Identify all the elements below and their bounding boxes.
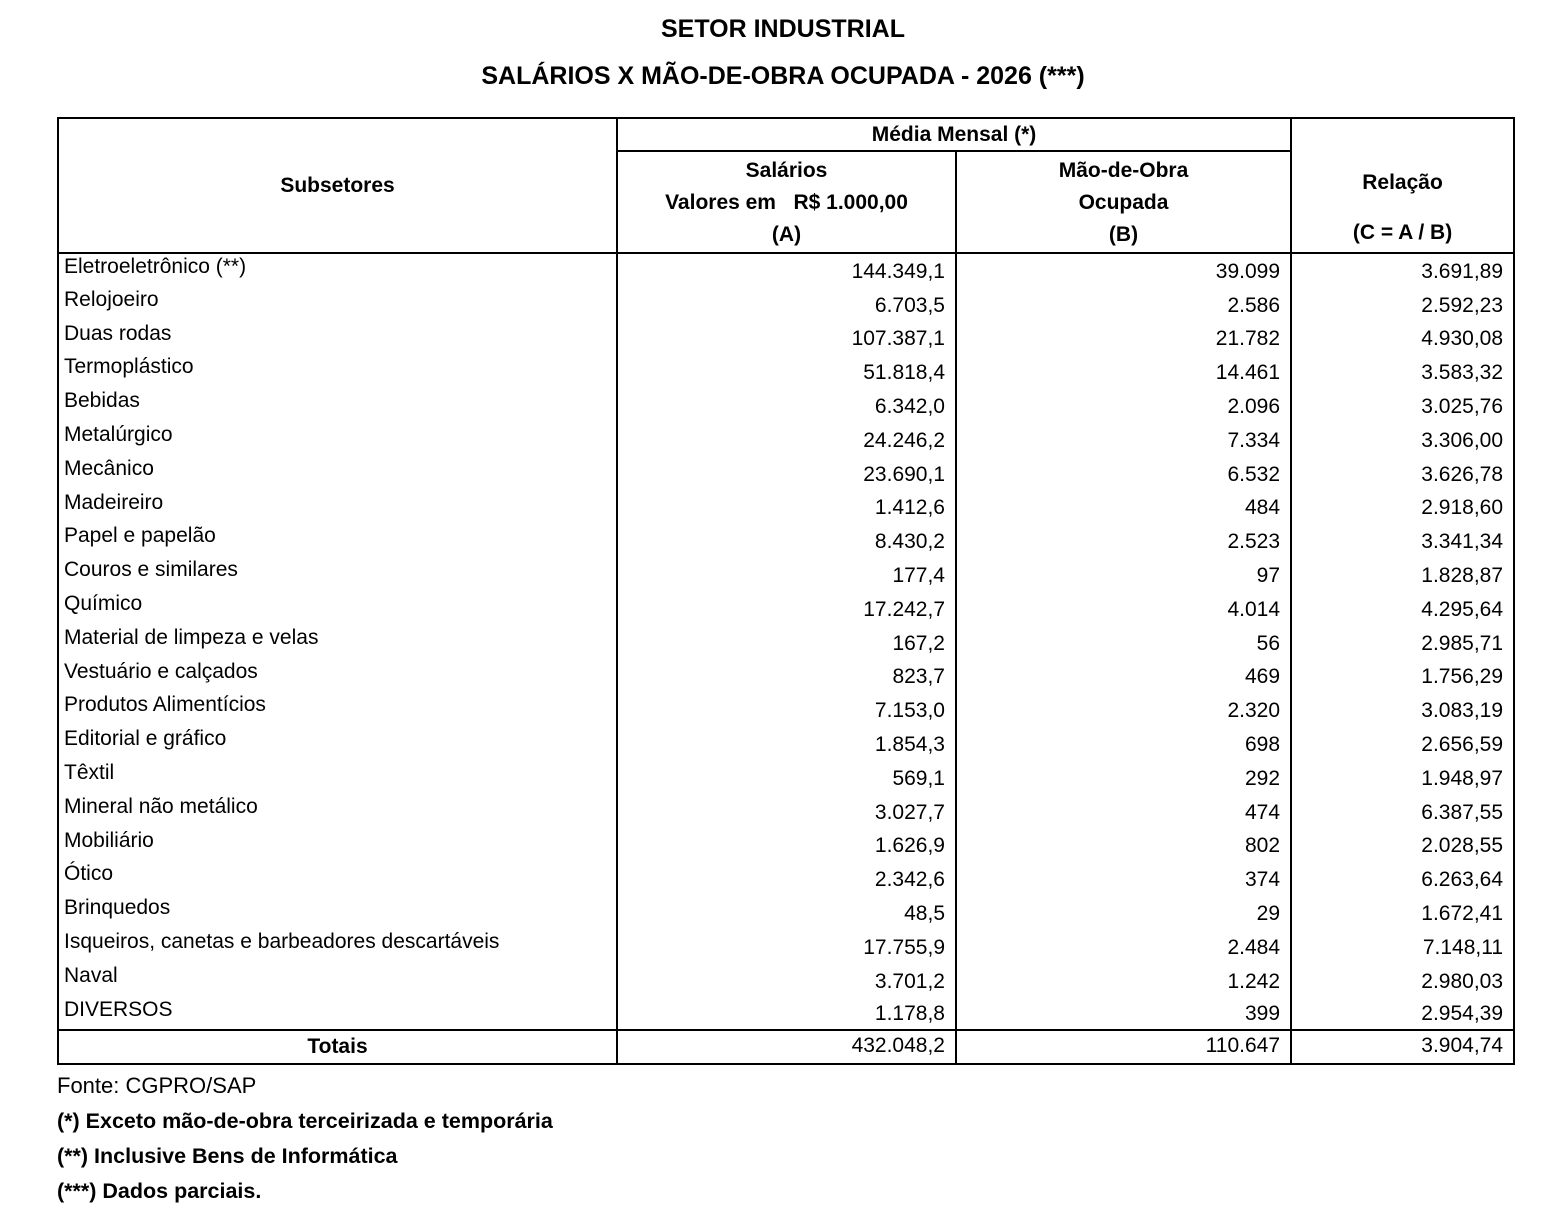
relacao-cell: 3.626,78 bbox=[1291, 456, 1514, 490]
totals-salarios-value: 432.048,2 bbox=[617, 1030, 956, 1064]
col-header-salarios bbox=[617, 151, 956, 253]
salarios-cell: 167,2 bbox=[617, 625, 956, 659]
salarios-cell: 177,4 bbox=[617, 557, 956, 591]
subsetor-cell: Naval bbox=[58, 963, 617, 997]
salarios-cell: 17.755,9 bbox=[617, 929, 956, 963]
mao-de-obra-title: Mão-de-Obra bbox=[1058, 159, 1189, 182]
subsetor-cell: Eletroeletrônico (**) bbox=[58, 253, 617, 287]
mao-de-obra-cell: 2.523 bbox=[956, 523, 1291, 557]
relacao-cell: 3.306,00 bbox=[1291, 422, 1514, 456]
page-title: SETOR INDUSTRIAL bbox=[661, 15, 905, 43]
mao-de-obra-cell: 698 bbox=[956, 726, 1291, 760]
footnote-asterisk: (*) Exceto mão-de-obra terceirizada e temporária bbox=[57, 1109, 553, 1134]
table-row bbox=[58, 997, 1514, 1031]
subsetor-cell: Isqueiros, canetas e barbeadores descartáveis bbox=[58, 929, 617, 963]
mao-de-obra-cell: 2.320 bbox=[956, 692, 1291, 726]
relacao-cell: 3.583,32 bbox=[1291, 354, 1514, 388]
relacao-cell: 3.341,34 bbox=[1291, 523, 1514, 557]
subsetor-cell: Madeireiro bbox=[58, 490, 617, 524]
salarios-cell: 569,1 bbox=[617, 760, 956, 794]
relacao-cell: 3.083,19 bbox=[1291, 692, 1514, 726]
table-body bbox=[58, 253, 1514, 1030]
table-header bbox=[58, 118, 1514, 253]
salarios-cell: 1.854,3 bbox=[617, 726, 956, 760]
relacao-cell: 2.918,60 bbox=[1291, 490, 1514, 524]
salarios-cell: 48,5 bbox=[617, 895, 956, 929]
totals-label: Totais bbox=[58, 1030, 617, 1064]
salarios-cell: 6.342,0 bbox=[617, 388, 956, 422]
relacao-cell: 6.263,64 bbox=[1291, 861, 1514, 895]
relacao-cell: 2.954,39 bbox=[1291, 997, 1514, 1031]
mao-de-obra-cell: 469 bbox=[956, 659, 1291, 693]
subsetor-cell: Duas rodas bbox=[58, 321, 617, 355]
table-row bbox=[58, 692, 1514, 726]
totals-mao-de-obra-value: 110.647 bbox=[956, 1030, 1291, 1064]
relacao-cell: 3.691,89 bbox=[1291, 253, 1514, 287]
mao-de-obra-cell: 484 bbox=[956, 490, 1291, 524]
salarios-cell: 1.626,9 bbox=[617, 828, 956, 862]
mao-de-obra-cell: 39.099 bbox=[956, 253, 1291, 287]
table-row bbox=[58, 861, 1514, 895]
mao-de-obra-cell: 474 bbox=[956, 794, 1291, 828]
table-row bbox=[58, 557, 1514, 591]
mao-de-obra-cell: 29 bbox=[956, 895, 1291, 929]
col-header-subsetores: Subsetores bbox=[58, 118, 617, 253]
subsetor-cell: Relojoeiro bbox=[58, 287, 617, 321]
salarios-title: Salários bbox=[745, 159, 828, 182]
salarios-cell: 1.178,8 bbox=[617, 997, 956, 1031]
table-row bbox=[58, 422, 1514, 456]
relacao-cell: 2.656,59 bbox=[1291, 726, 1514, 760]
col-header-media-mensal: Média Mensal (*) bbox=[617, 118, 1291, 151]
table-row bbox=[58, 794, 1514, 828]
salarios-cell: 23.690,1 bbox=[617, 456, 956, 490]
subsetor-cell: Mineral não metálico bbox=[58, 794, 617, 828]
table-row bbox=[58, 929, 1514, 963]
mao-de-obra-cell: 4.014 bbox=[956, 591, 1291, 625]
salarios-letter: (A) bbox=[771, 223, 802, 246]
salarios-unit: Valores em R$ 1.000,00 bbox=[665, 191, 908, 214]
subsetor-cell: Couros e similares bbox=[58, 557, 617, 591]
subsetor-cell: Brinquedos bbox=[58, 895, 617, 929]
mao-de-obra-cell: 97 bbox=[956, 557, 1291, 591]
relacao-cell: 1.672,41 bbox=[1291, 895, 1514, 929]
table-row bbox=[58, 659, 1514, 693]
salarios-cell: 2.342,6 bbox=[617, 861, 956, 895]
subsetor-cell: Termoplástico bbox=[58, 354, 617, 388]
subsetor-cell: Mecânico bbox=[58, 456, 617, 490]
subsetor-cell: Material de limpeza e velas bbox=[58, 625, 617, 659]
relacao-cell: 1.948,97 bbox=[1291, 760, 1514, 794]
mao-de-obra-cell: 56 bbox=[956, 625, 1291, 659]
table-row bbox=[58, 591, 1514, 625]
relacao-cell: 6.387,55 bbox=[1291, 794, 1514, 828]
table-row bbox=[58, 726, 1514, 760]
salarios-cell: 107.387,1 bbox=[617, 321, 956, 355]
salarios-cell: 144.349,1 bbox=[617, 253, 956, 287]
salarios-cell: 17.242,7 bbox=[617, 591, 956, 625]
footnote-triple-asterisk: (***) Dados parciais. bbox=[57, 1179, 262, 1204]
subsetor-cell: DIVERSOS bbox=[58, 997, 617, 1031]
table-row bbox=[58, 456, 1514, 490]
table-row bbox=[58, 760, 1514, 794]
relacao-cell: 7.148,11 bbox=[1291, 929, 1514, 963]
relacao-cell: 1.756,29 bbox=[1291, 659, 1514, 693]
salarios-cell: 8.430,2 bbox=[617, 523, 956, 557]
salaries-vs-labor-table bbox=[57, 117, 1515, 1065]
table-row bbox=[58, 253, 1514, 287]
relacao-cell: 1.828,87 bbox=[1291, 557, 1514, 591]
page-subtitle: SALÁRIOS X MÃO-DE-OBRA OCUPADA - 2026 (***) bbox=[481, 62, 1085, 90]
col-header-relacao bbox=[1291, 118, 1514, 253]
mao-de-obra-cell: 21.782 bbox=[956, 321, 1291, 355]
salarios-cell: 3.027,7 bbox=[617, 794, 956, 828]
relacao-cell: 3.025,76 bbox=[1291, 388, 1514, 422]
table-row bbox=[58, 963, 1514, 997]
mao-de-obra-cell: 292 bbox=[956, 760, 1291, 794]
table-row bbox=[58, 523, 1514, 557]
subsetor-cell: Papel e papelão bbox=[58, 523, 617, 557]
relacao-cell: 2.028,55 bbox=[1291, 828, 1514, 862]
mao-de-obra-cell: 2.586 bbox=[956, 287, 1291, 321]
relacao-cell: 4.930,08 bbox=[1291, 321, 1514, 355]
subsetor-cell: Metalúrgico bbox=[58, 422, 617, 456]
mao-de-obra-cell: 802 bbox=[956, 828, 1291, 862]
table-row bbox=[58, 828, 1514, 862]
relacao-cell: 2.592,23 bbox=[1291, 287, 1514, 321]
subsetor-cell: Ótico bbox=[58, 861, 617, 895]
totals-row bbox=[58, 1030, 1514, 1064]
salarios-cell: 24.246,2 bbox=[617, 422, 956, 456]
mao-de-obra-cell: 2.096 bbox=[956, 388, 1291, 422]
mao-de-obra-subtitle: Ocupada bbox=[1078, 191, 1169, 214]
mao-de-obra-cell: 374 bbox=[956, 861, 1291, 895]
mao-de-obra-cell: 1.242 bbox=[956, 963, 1291, 997]
subsetor-cell: Mobiliário bbox=[58, 828, 617, 862]
mao-de-obra-cell: 399 bbox=[956, 997, 1291, 1031]
subsetor-cell: Químico bbox=[58, 591, 617, 625]
table-row bbox=[58, 287, 1514, 321]
table-row bbox=[58, 388, 1514, 422]
subsetor-cell: Editorial e gráfico bbox=[58, 726, 617, 760]
relacao-cell: 4.295,64 bbox=[1291, 591, 1514, 625]
relacao-cell: 2.985,71 bbox=[1291, 625, 1514, 659]
table-row bbox=[58, 895, 1514, 929]
subsetor-cell: Produtos Alimentícios bbox=[58, 692, 617, 726]
totals-relacao-value: 3.904,74 bbox=[1291, 1030, 1514, 1064]
mao-de-obra-cell: 14.461 bbox=[956, 354, 1291, 388]
salarios-cell: 1.412,6 bbox=[617, 490, 956, 524]
footnote-double-asterisk: (**) Inclusive Bens de Informática bbox=[57, 1144, 398, 1169]
relacao-cell: 2.980,03 bbox=[1291, 963, 1514, 997]
table-row bbox=[58, 625, 1514, 659]
col-header-mao-de-obra bbox=[956, 151, 1291, 253]
subsetor-cell: Bebidas bbox=[58, 388, 617, 422]
source-note: Fonte: CGPRO/SAP bbox=[57, 1073, 257, 1099]
table-row bbox=[58, 321, 1514, 355]
salarios-cell: 7.153,0 bbox=[617, 692, 956, 726]
mao-de-obra-cell: 2.484 bbox=[956, 929, 1291, 963]
subsetor-cell: Vestuário e calçados bbox=[58, 659, 617, 693]
relacao-formula: (C = A / B) bbox=[1352, 221, 1453, 244]
subsetor-cell: Têxtil bbox=[58, 760, 617, 794]
salarios-cell: 3.701,2 bbox=[617, 963, 956, 997]
salarios-cell: 823,7 bbox=[617, 659, 956, 693]
mao-de-obra-letter: (B) bbox=[1108, 223, 1139, 246]
salarios-cell: 6.703,5 bbox=[617, 287, 956, 321]
salarios-cell: 51.818,4 bbox=[617, 354, 956, 388]
mao-de-obra-cell: 6.532 bbox=[956, 456, 1291, 490]
relacao-label: Relação bbox=[1362, 171, 1443, 194]
table-row bbox=[58, 354, 1514, 388]
mao-de-obra-cell: 7.334 bbox=[956, 422, 1291, 456]
table-row bbox=[58, 490, 1514, 524]
